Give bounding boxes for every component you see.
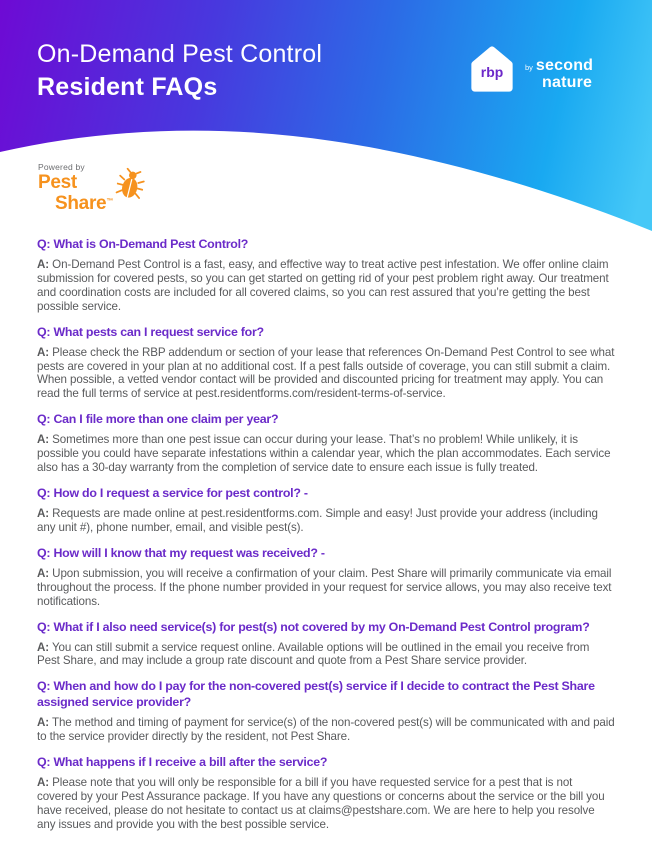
faq-list <box>37 236 615 832</box>
faq-question: Q: What happens if I receive a bill after the service? <box>37 755 328 770</box>
second-nature-line1: second <box>535 57 594 74</box>
by-label: by <box>525 63 533 72</box>
second-nature-logo <box>525 58 593 90</box>
pestshare-wordmark-pest: Pest <box>38 172 77 193</box>
faq-item <box>37 619 615 669</box>
pestshare-wordmark-share: Share™ <box>55 193 114 214</box>
answer-prefix: A: <box>37 433 50 447</box>
pestshare-logo <box>38 162 148 213</box>
header <box>0 0 652 236</box>
faq-item <box>37 545 615 609</box>
faq-question: Q: What pests can I request service for? <box>37 324 264 339</box>
answer-prefix: A: <box>37 716 50 730</box>
answer-prefix: A: <box>37 506 50 520</box>
faq-item <box>37 485 615 535</box>
faq-answer: A: The method and timing of payment for service(s) of the non-covered pest(s) will be communicated with and paid to the service provider directly by the resident, not Pest Share. <box>37 716 615 744</box>
faq-question: Q: Can I file more than one claim per year? <box>37 412 279 427</box>
page-subtitle: Resident FAQs <box>37 73 218 101</box>
page-title: On-Demand Pest Control <box>37 40 323 68</box>
answer-prefix: A: <box>37 566 50 580</box>
faq-question: Q: How will I know that my request was received? - <box>37 545 325 560</box>
faq-answer: A: Please note that you will only be responsible for a bill if you have requested service for a pest that is not covered by your Pest Assurance package. If you have any questions or concerns about the service or the bill you have received, please do not hesitate to contact us at claims@pestshare.com. We are here to help you resolve any issues and provide you with the best possible service. <box>37 776 605 831</box>
faq-item <box>37 236 615 314</box>
answer-prefix: A: <box>37 345 50 359</box>
faq-item <box>37 411 615 475</box>
rbp-house-icon <box>468 45 516 97</box>
faq-answer: A: Please check the RBP addendum or section of your lease that references On-Demand Pest Control to see what pests are covered in your plan at no additional cost. If a pest falls outside of coverage, you can still submit a claim. When possible, a vetted vendor contact will be provided and discounted pricing for treatment may apply. You can read the full terms of service at pest.residentforms.com/resident-terms-of-service. <box>37 345 615 401</box>
faq-answer: A: On-Demand Pest Control is a fast, easy, and effective way to treat active pest infestation. We offer online claim submission for covered pests, so you can get started on getting rid of your pest problem right away. Our treatment and coordination costs are included for all covered claims, so you can rest assured that you’re getting the best possible service. <box>37 258 609 313</box>
page-title-block <box>37 38 322 104</box>
trademark-symbol: ™ <box>106 198 114 205</box>
rbp-second-nature-logo <box>468 45 593 97</box>
faq-question: Q: When and how do I pay for the non-covered pest(s) service if I decide to contract the Pest Share assigned service provider? <box>37 679 595 710</box>
faq-answer: A: You can still submit a service request online. Available options will be outlined in the email you receive from Pest Share, and may include a group rate discount and quote from a Pest Share service provider. <box>37 640 590 668</box>
faq-answer: A: Requests are made online at pest.residentforms.com. Simple and easy! Just provide your address (including any unit #), phone number, email, and visible pest(s). <box>37 506 598 534</box>
answer-prefix: A: <box>37 258 50 271</box>
faq-answer: A: Sometimes more than one pest issue can occur during your lease. That’s no problem! While unlikely, it is possible you could have separate infestations within a calendar year, which the plan accommodates. Each service also has a 30-day warranty from the completion of service date to ensure each issue is fully treated. <box>37 433 611 475</box>
faq-question: Q: What is On-Demand Pest Control? <box>37 237 249 251</box>
faq-question: Q: What if I also need service(s) for pest(s) not covered by my On-Demand Pest Control program? <box>37 619 590 634</box>
faq-question: Q: How do I request a service for pest control? - <box>37 485 308 500</box>
faq-item <box>37 754 615 832</box>
faq-answer: A: Upon submission, you will receive a confirmation of your claim. Pest Share will primarily communicate via email throughout the process. If the phone number provided in your request for service allows, you may also receive text notifications. <box>37 566 612 608</box>
rbp-wordmark: rbp <box>480 63 504 80</box>
answer-prefix: A: <box>37 776 50 790</box>
second-nature-line2: nature <box>542 74 593 91</box>
faq-item <box>37 324 615 402</box>
faq-item <box>37 678 615 744</box>
powered-by-label: Powered by <box>38 162 85 172</box>
answer-prefix: A: <box>37 640 50 654</box>
